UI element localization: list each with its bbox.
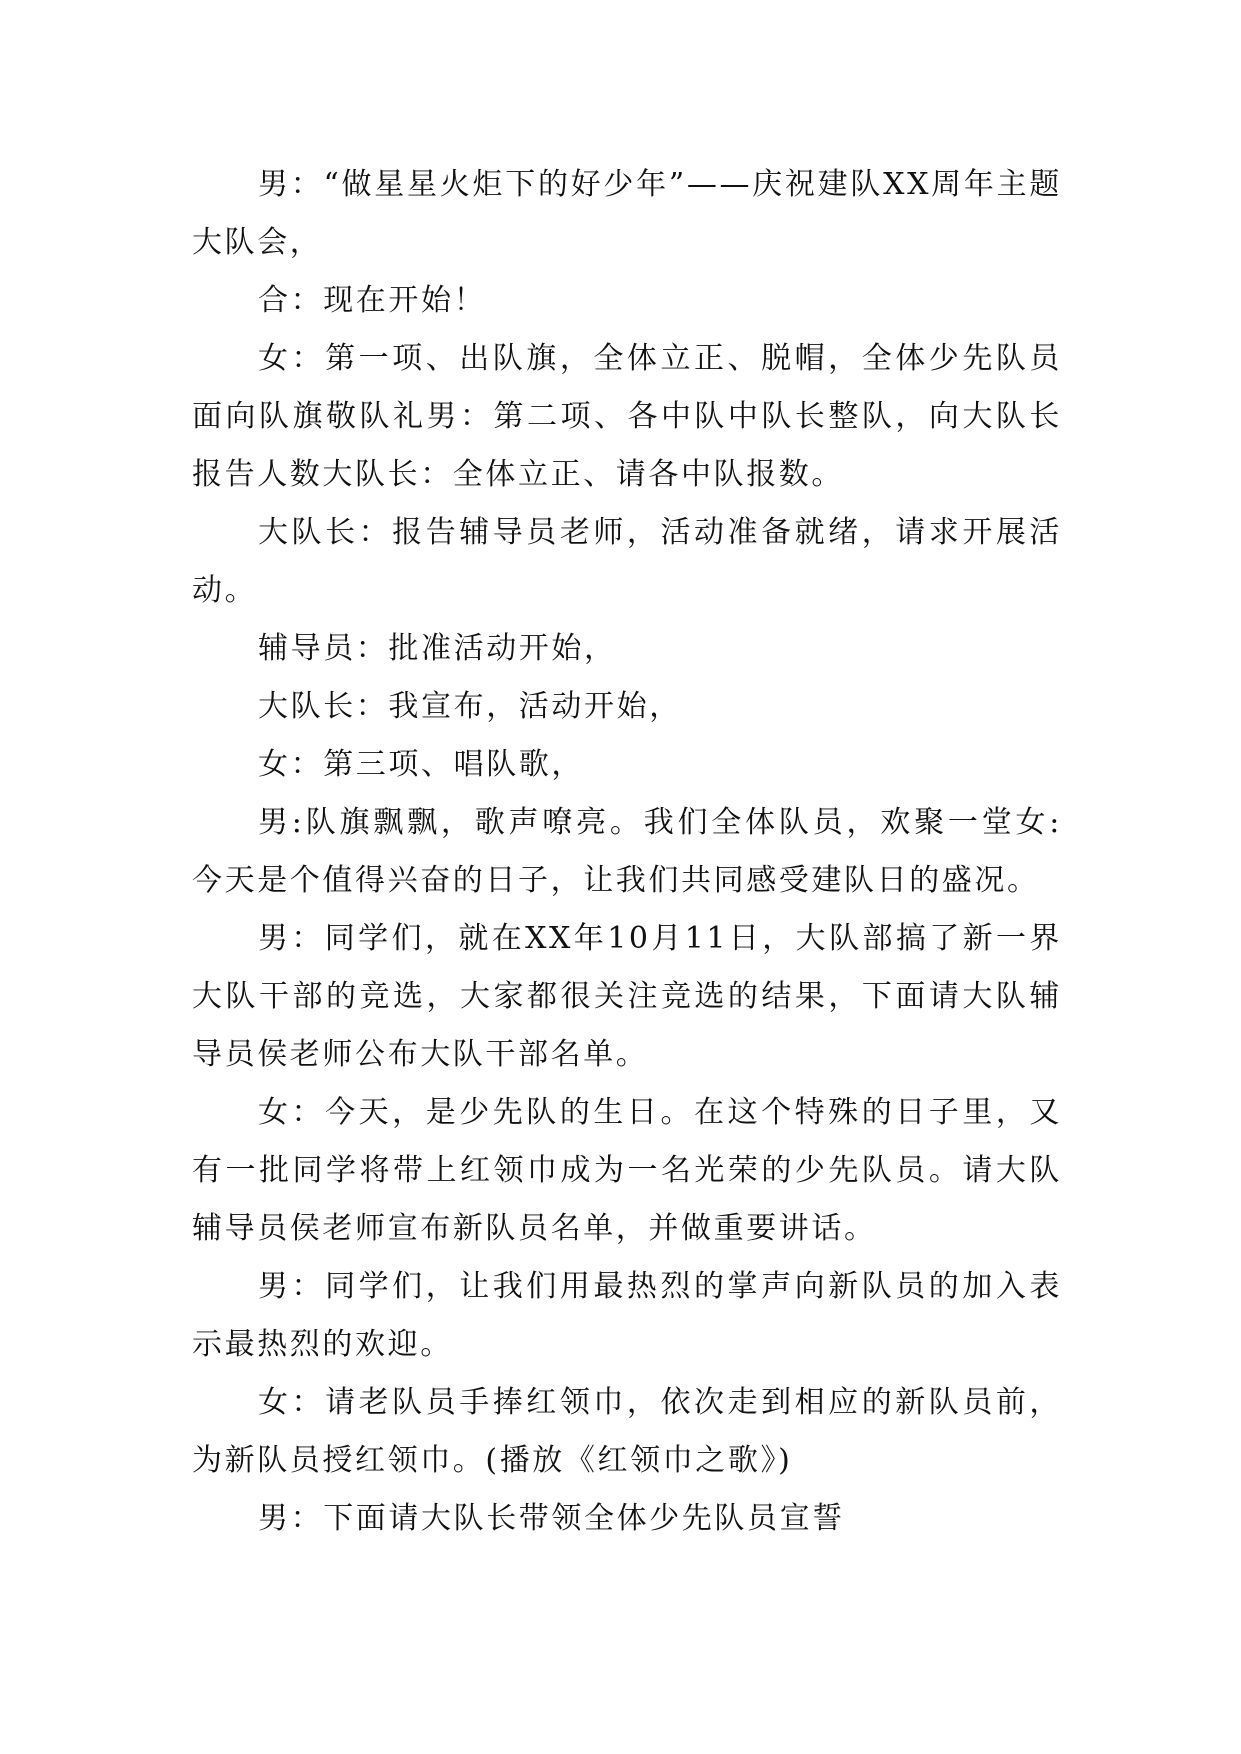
paragraph: 大队长：我宣布，活动开始， bbox=[258, 689, 682, 724]
paragraph: 女：第一项、出队旗，全体立正、脱帽，全体少先队员面向队旗敬队礼男：第二项、各中队中队长整队，向大队长报告人数大队长：全体立正、请各中队报数。 bbox=[192, 341, 1062, 492]
paragraph: 辅导员：批准活动开始， bbox=[258, 631, 617, 666]
paragraph: 男：“做星星火炬下的好少年”——庆祝建队XX周年主题大队会， bbox=[192, 167, 1062, 260]
paragraph: 大队长：报告辅导员老师，活动准备就绪，请求开展活动。 bbox=[192, 515, 1062, 608]
paragraph: 合：现在开始！ bbox=[258, 283, 487, 318]
paragraph: 男：同学们，就在XX年10月11日，大队部搞了新一界大队干部的竞选，大家都很关注竞选的结果，下面请大队辅导员侯老师公布大队干部名单。 bbox=[192, 921, 1062, 1072]
paragraph: 女：请老队员手捧红领巾，依次走到相应的新队员前，为新队员授红领巾。(播放《红领巾之歌》) bbox=[192, 1385, 1062, 1478]
paragraph: 男：下面请大队长带领全体少先队员宣誓 bbox=[258, 1501, 845, 1536]
paragraph: 女：今天，是少先队的生日。在这个特殊的日子里，又有一批同学将带上红领巾成为一名光荣的少先队员。请大队辅导员侯老师宣布新队员名单，并做重要讲话。 bbox=[192, 1095, 1062, 1246]
document-body bbox=[192, 156, 1062, 1548]
paragraph: 男:队旗飘飘，歌声嘹亮。我们全体队员，欢聚一堂女:今天是个值得兴奋的日子，让我们共同感受建队日的盛况。 bbox=[192, 805, 1062, 898]
paragraph: 男：同学们，让我们用最热烈的掌声向新队员的加入表示最热烈的欢迎。 bbox=[192, 1269, 1062, 1362]
paragraph: 女：第三项、唱队歌， bbox=[258, 747, 584, 782]
